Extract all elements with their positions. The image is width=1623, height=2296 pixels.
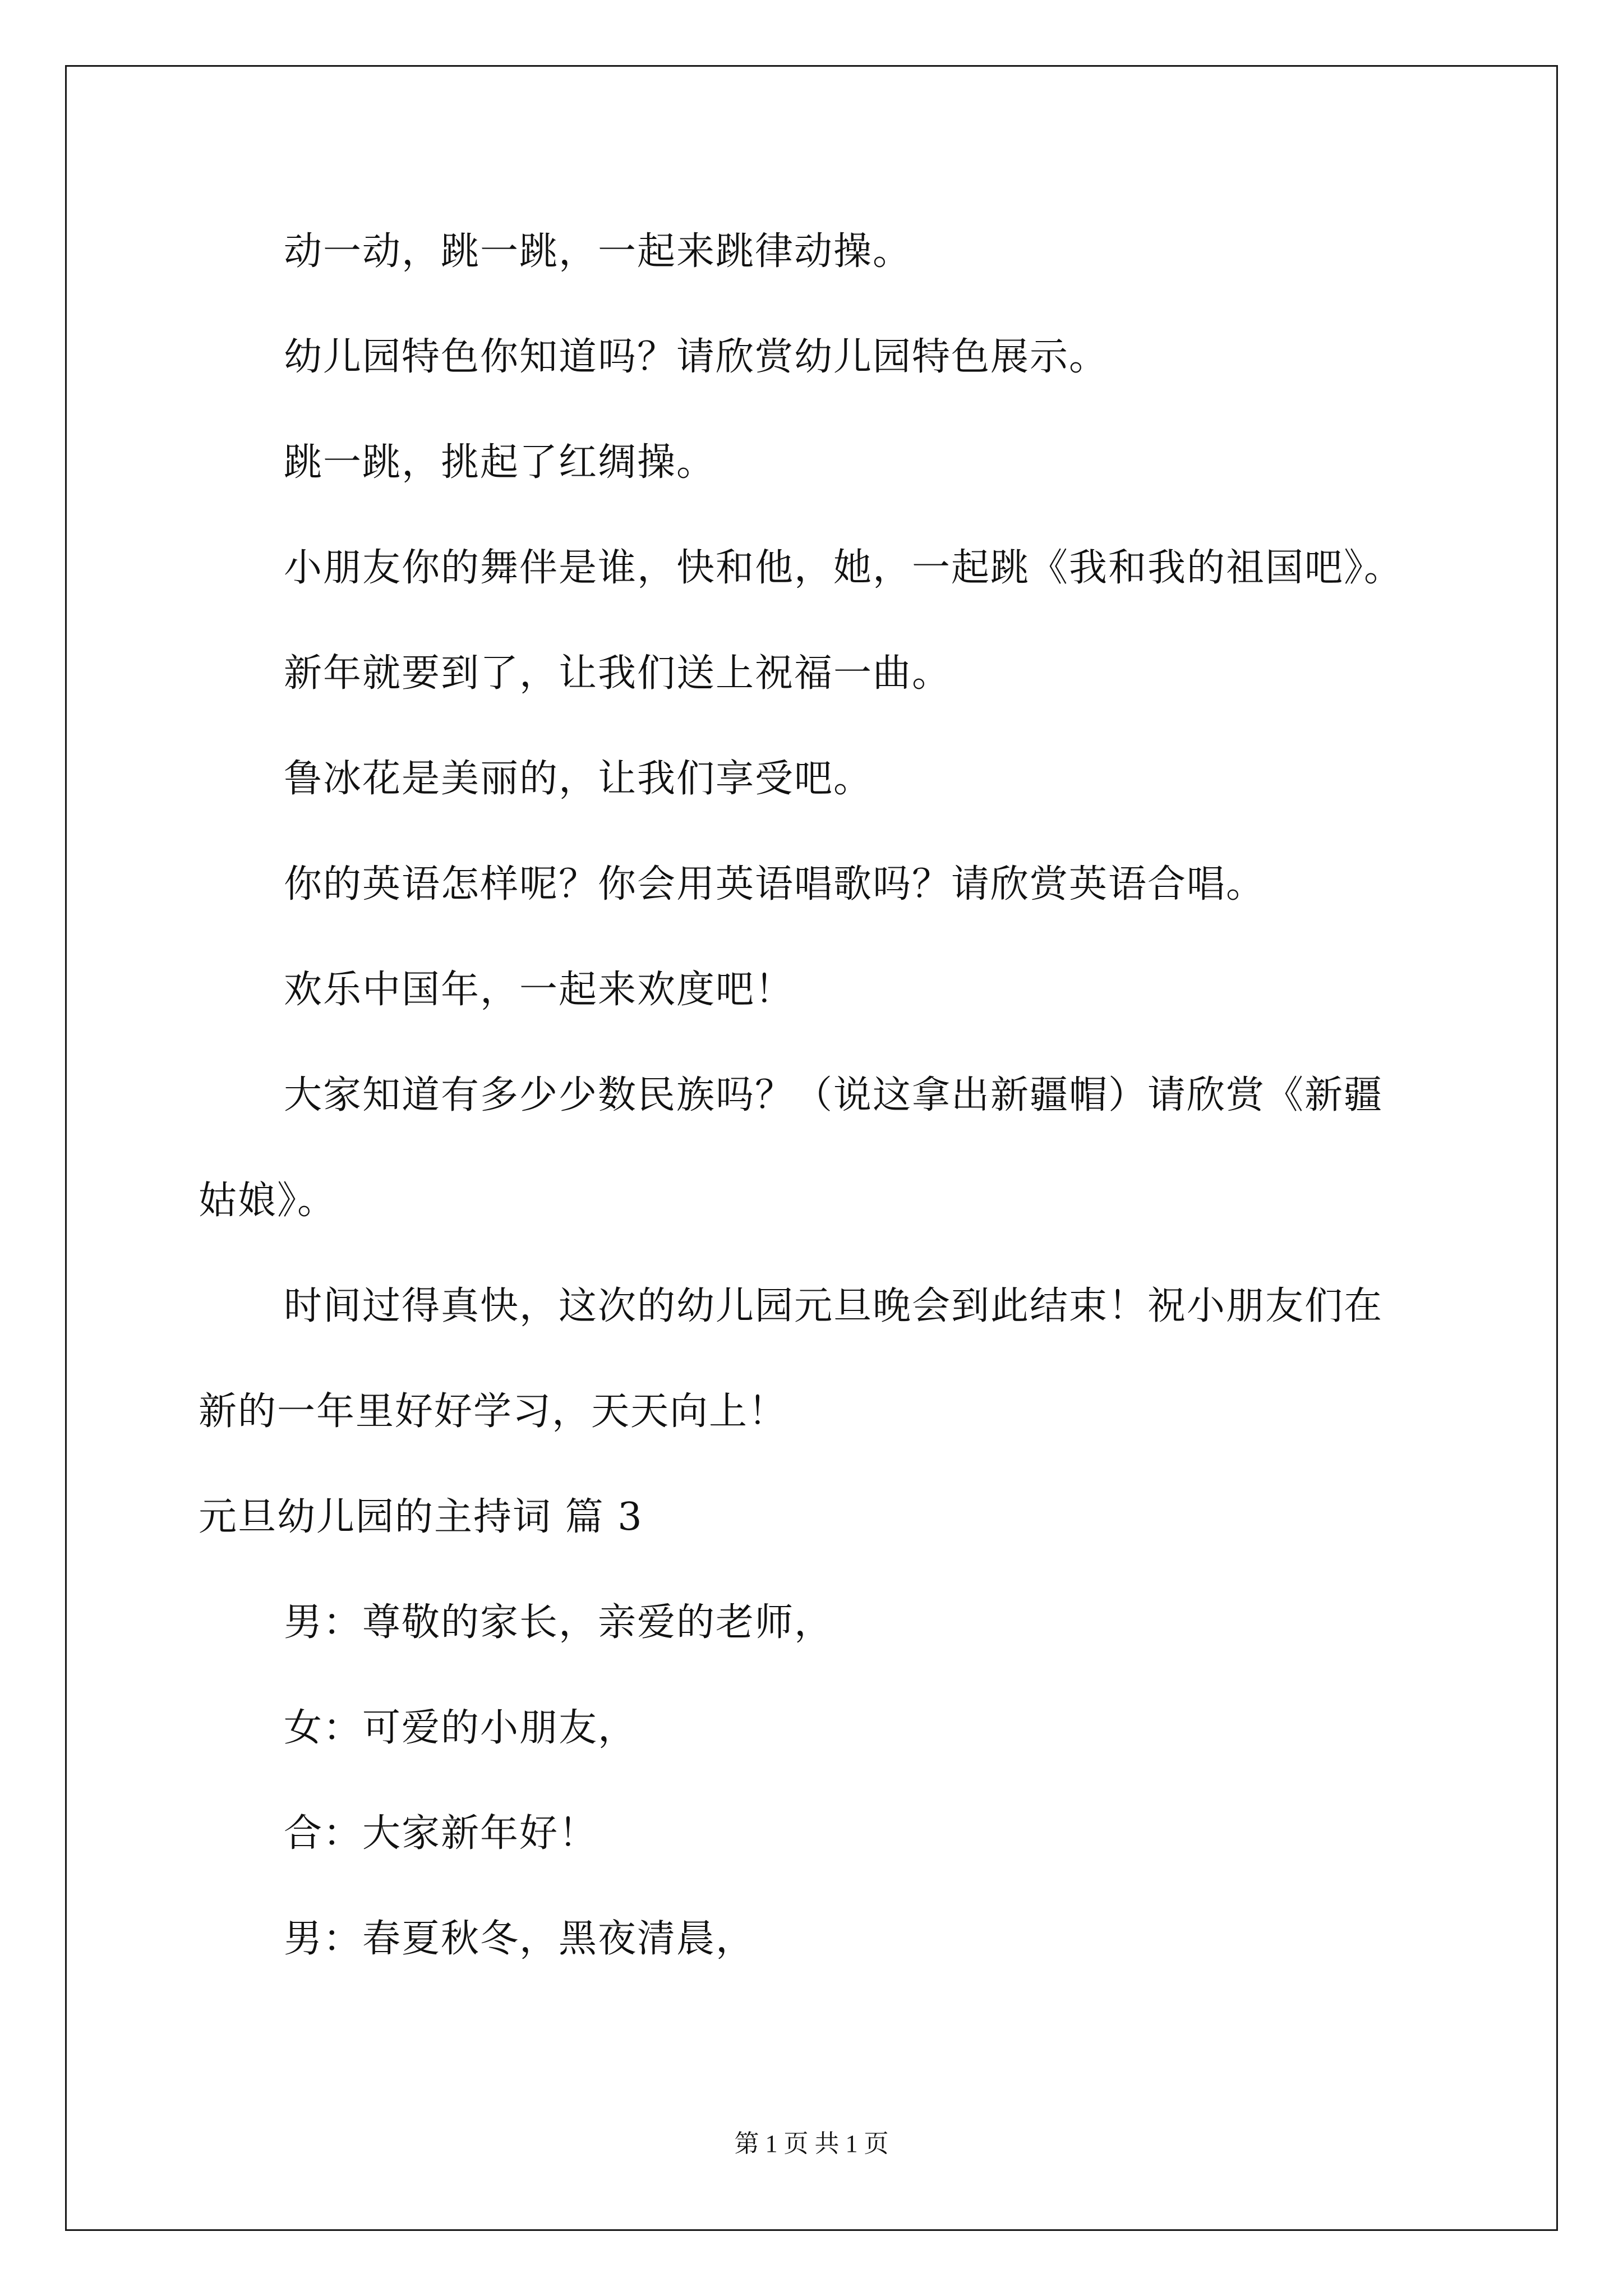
- paragraph: 动一动，跳一跳，一起来跳律动操。: [284, 229, 912, 274]
- paragraph: 幼儿园特色你知道吗？请欣赏幼儿园特色展示。: [284, 335, 1109, 379]
- paragraph: 女：可爱的小朋友，: [284, 1706, 638, 1750]
- paragraph: 男：春夏秋冬，黑夜清晨，: [284, 1917, 755, 1961]
- paragraph-continuation: 姑娘》。: [199, 1179, 337, 1223]
- paragraph-continuation: 新的一年里好好学习，天天向上！: [199, 1389, 788, 1434]
- paragraph: 男：尊敬的家长，亲爱的老师，: [284, 1600, 834, 1645]
- paragraph: 大家知道有多少少数民族吗？（说这拿出新疆帽）请欣赏《新疆: [284, 1073, 1384, 1117]
- paragraph: 鲁冰花是美丽的，让我们享受吧。: [284, 757, 873, 801]
- paragraph: 你的英语怎样呢？你会用英语唱歌吗？请欣赏英语合唱。: [284, 862, 1266, 907]
- paragraph: 合：大家新年好！: [284, 1811, 598, 1856]
- paragraph: 欢乐中国年，一起来欢度吧！: [284, 968, 795, 1012]
- page-footer: 第 1 页 共 1 页: [734, 2130, 889, 2157]
- page-border: [65, 65, 1558, 2231]
- paragraph: 跳一跳，挑起了红绸操。: [284, 440, 716, 485]
- section-heading: 元旦幼儿园的主持词 篇 3: [199, 1495, 643, 1539]
- paragraph: 小朋友你的舞伴是谁，快和他，她，一起跳《我和我的祖国吧》。: [284, 546, 1404, 590]
- paragraph: 新年就要到了，让我们送上祝福一曲。: [284, 651, 952, 696]
- paragraph: 时间过得真快，这次的幼儿园元旦晚会到此结束！祝小朋友们在: [284, 1284, 1384, 1328]
